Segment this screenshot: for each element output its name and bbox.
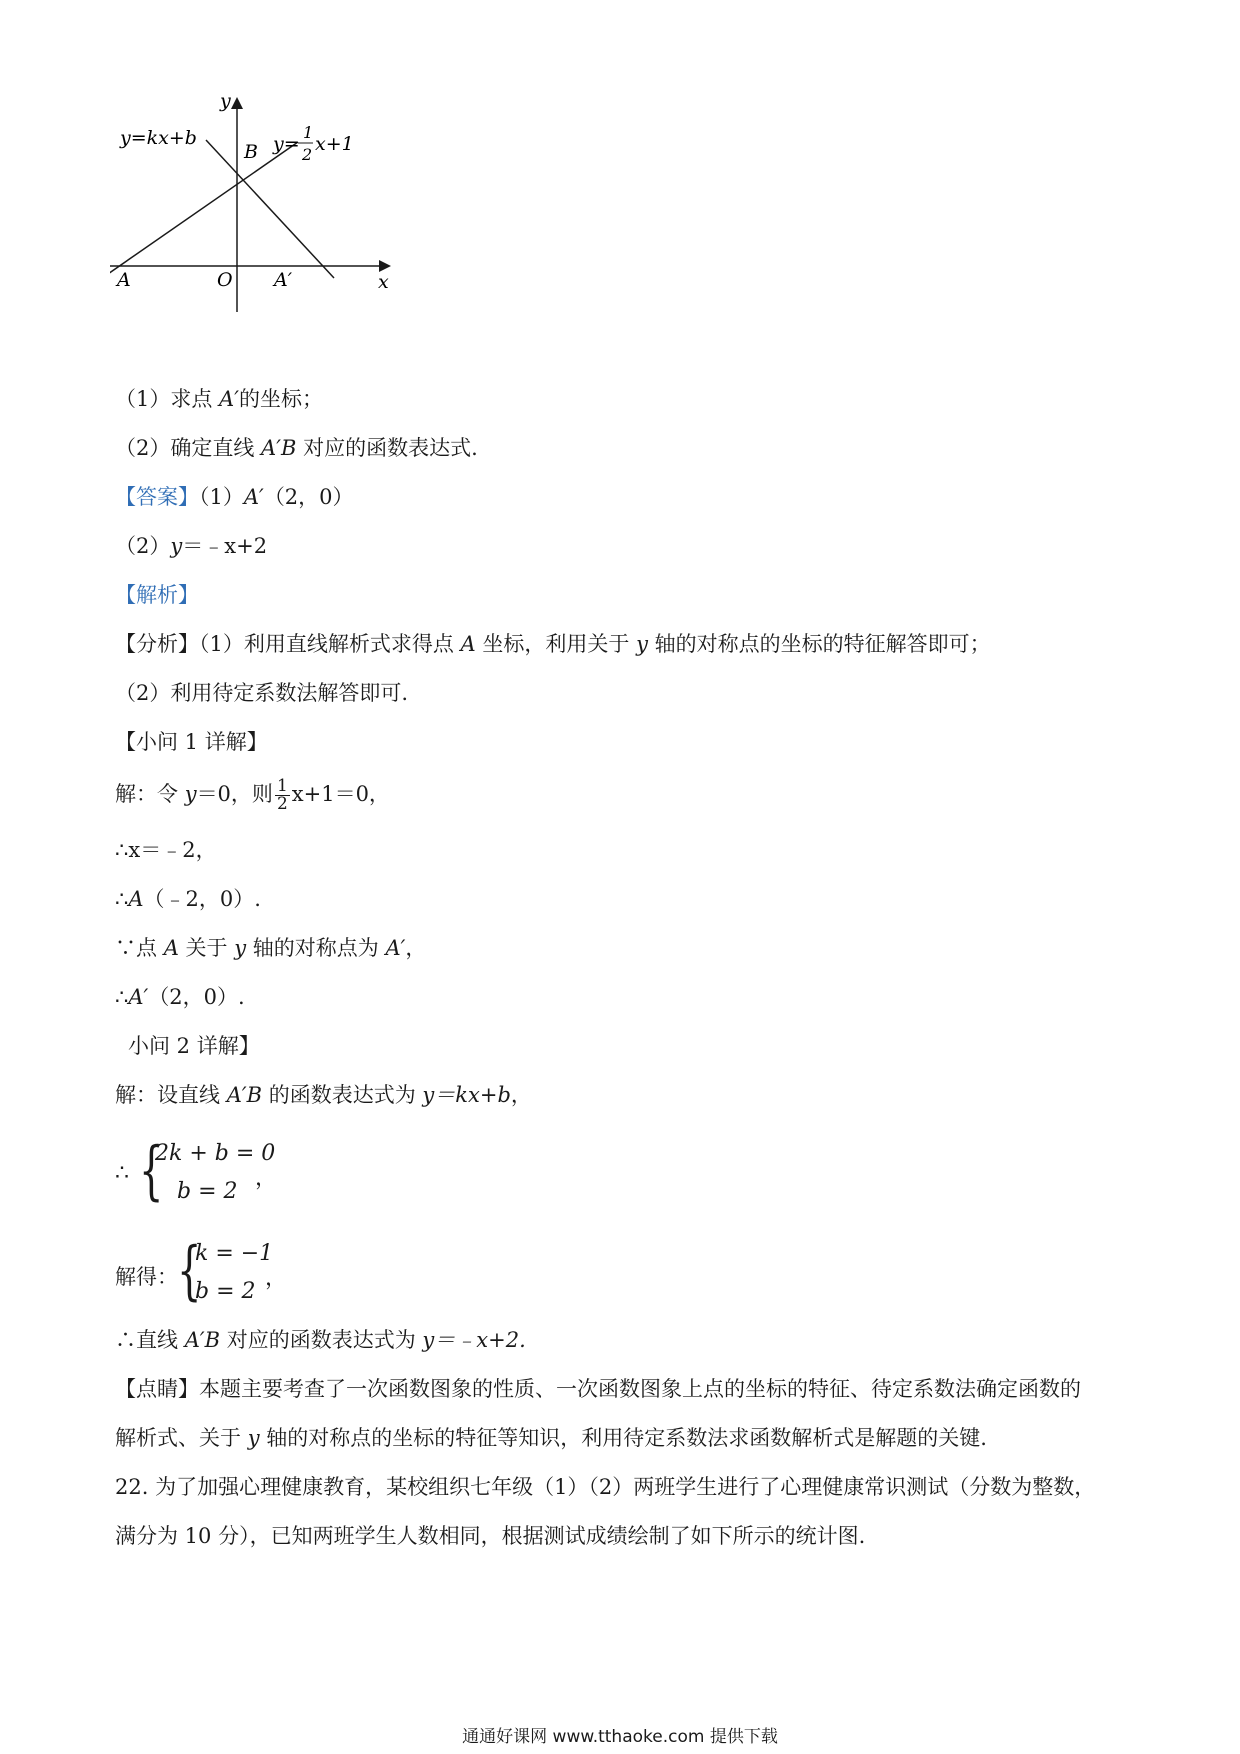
sub1-title: 【小问 1 详解】 xyxy=(115,730,268,754)
point-b-label: B xyxy=(244,141,258,163)
sol2-l1-prefix: 解：设直线 xyxy=(115,1083,227,1107)
sol1-l4-var1: A xyxy=(163,936,179,960)
sol2-final-prefix: ∴直线 xyxy=(115,1328,185,1352)
question-2 xyxy=(115,434,478,462)
sol1-l3-var: A xyxy=(128,887,144,911)
y-axis-label: y xyxy=(220,92,231,112)
sol1-l4-suffix: ， xyxy=(405,936,427,960)
dianjing-text2-prefix: 解析式、关于 xyxy=(115,1426,248,1450)
answer-part2-suffix: ＝﹣x+2 xyxy=(182,534,268,558)
q1-var: A′ xyxy=(219,387,239,411)
sub2-title: 小问 2 详解】 xyxy=(128,1034,260,1058)
sol1-l1-suffix: x+1＝0， xyxy=(291,782,390,806)
left-brace: { xyxy=(139,1134,164,1208)
answer-line-2 xyxy=(115,532,267,560)
fenxi-line-1 xyxy=(115,630,991,658)
equation-system-1 xyxy=(115,1135,315,1215)
therefore-symbol: ∴ xyxy=(115,1161,129,1186)
q2-var: A′B xyxy=(261,436,297,460)
sol2-final xyxy=(115,1326,526,1354)
q1-suffix: 的坐标； xyxy=(238,387,323,411)
dianjing-text2-var: y xyxy=(247,1426,260,1450)
solved-label: 解得： xyxy=(115,1265,178,1289)
sol1-l5-suffix: （2，0）. xyxy=(148,985,245,1009)
line2-numerator: 1 xyxy=(303,123,314,142)
sol1-l5-prefix: ∴ xyxy=(115,985,129,1009)
sol2-l1-expr: y＝kx+b xyxy=(422,1083,511,1107)
question-22-line-1: 22. 为了加强心理健康教育，某校组织七年级（1）（2）两班学生进行了心理健康常识测试（分数为整数， xyxy=(115,1475,1096,1499)
line2-suffix: x+1 xyxy=(315,133,354,155)
q2-suffix: 对应的函数表达式. xyxy=(296,436,478,460)
fenxi-tag: 【分析】 xyxy=(115,632,199,656)
fenxi-var1: A xyxy=(460,632,476,656)
sol1-line-1 xyxy=(115,778,390,813)
answer-part1-prefix: （1） xyxy=(199,485,244,509)
sol1-line-3 xyxy=(115,885,261,913)
analysis-tag: 【解析】 xyxy=(115,583,199,607)
question-1 xyxy=(115,385,323,413)
sol1-l4-var3: A′ xyxy=(385,936,406,960)
dianjing-line-1 xyxy=(115,1375,1081,1403)
system2-eq2: b = 2 xyxy=(195,1279,256,1304)
sol1-line-4 xyxy=(115,934,426,962)
answer-part1-var: A′ xyxy=(243,485,264,509)
sol1-l1-var: y xyxy=(184,782,197,806)
sol1-l1-prefix: 解：令 xyxy=(115,782,185,806)
fraction-denominator: 2 xyxy=(276,794,288,814)
sol2-l1-var: A′B xyxy=(226,1083,263,1107)
question-22-line-2: 满分为 10 分），已知两班学生人数相同，根据测试成绩绘制了如下所示的统计图. xyxy=(115,1524,866,1548)
dianjing-text2-suffix: 轴的对称点的坐标的特征等知识，利用待定系数法求函数解析式是解题的关键. xyxy=(259,1426,987,1450)
system1-eq1: 2k + b = 0 xyxy=(155,1141,276,1166)
dianjing-tag: 【点睛】 xyxy=(115,1377,199,1401)
sol2-l1-mid: 的函数表达式为 xyxy=(262,1083,423,1107)
sol1-l4-mid: 关于 xyxy=(178,936,235,960)
system1-eq2: b = 2 xyxy=(177,1179,238,1204)
sol1-l4-var2: y xyxy=(234,936,247,960)
x-axis-label: x xyxy=(378,271,389,293)
line2-prefix: y= xyxy=(273,133,300,155)
line2-denominator: 2 xyxy=(302,145,313,164)
sol2-final-mid: 对应的函数表达式为 xyxy=(220,1328,423,1352)
q2-prefix: （2）确定直线 xyxy=(115,436,262,460)
sol2-l1-suffix: ， xyxy=(510,1083,532,1107)
q1-prefix: （1）求点 xyxy=(115,387,220,411)
fenxi-text1: （1）利用直线解析式求得点 xyxy=(199,632,461,656)
fenxi-text3: 轴的对称点的坐标的特征解答即可； xyxy=(647,632,991,656)
answer-part1-suffix: （2，0） xyxy=(263,485,354,509)
answer-line-1 xyxy=(115,483,354,511)
answer-part2-prefix: （2） xyxy=(115,534,171,558)
equation-system-2 xyxy=(115,1235,355,1315)
fraction-numerator: 1 xyxy=(276,776,288,796)
dianjing-text1: 本题主要考查了一次函数图象的性质、一次函数图象上点的坐标的特征、待定系数法确定函数的 xyxy=(199,1377,1081,1401)
sol2-final-var: A′B xyxy=(184,1328,221,1352)
sol1-line-5 xyxy=(115,983,245,1011)
sol2-final-expr: y＝﹣x+2. xyxy=(422,1328,526,1352)
sol2-line-1 xyxy=(115,1081,532,1109)
fenxi-text2: 坐标，利用关于 xyxy=(475,632,637,656)
point-a-label: A xyxy=(117,269,131,291)
answer-tag: 【答案】 xyxy=(115,485,199,509)
fenxi-var2: y xyxy=(636,632,648,656)
sol1-line-2: ∴x＝﹣2， xyxy=(115,838,217,862)
sol1-l5-var: A′ xyxy=(128,985,149,1009)
system2-eq1: k = −1 xyxy=(195,1241,274,1266)
system2-comma: ， xyxy=(265,1266,288,1291)
line1-label: y=kx+b xyxy=(120,127,197,149)
system1-comma: ， xyxy=(255,1166,278,1191)
sol1-l4-mid2: 轴的对称点为 xyxy=(246,936,386,960)
sol1-l1-mid: ＝0，则 xyxy=(196,782,273,806)
left-brace: { xyxy=(177,1234,202,1308)
coordinate-graph xyxy=(110,92,410,312)
sol1-l4-prefix: ∵点 xyxy=(115,936,164,960)
origin-label: O xyxy=(217,269,233,291)
point-a-prime-label: A′ xyxy=(274,269,293,291)
fenxi-line-2: （2）利用待定系数法解答即可. xyxy=(115,681,409,705)
page-footer: 通通好课网 www.tthaoke.com 提供下载 xyxy=(462,1727,778,1747)
sol1-l3-prefix: ∴ xyxy=(115,887,129,911)
dianjing-line-2 xyxy=(115,1424,987,1452)
fraction xyxy=(275,778,290,813)
answer-part2-var: y xyxy=(170,534,183,558)
sol1-l3-suffix: （﹣2，0）. xyxy=(143,887,261,911)
